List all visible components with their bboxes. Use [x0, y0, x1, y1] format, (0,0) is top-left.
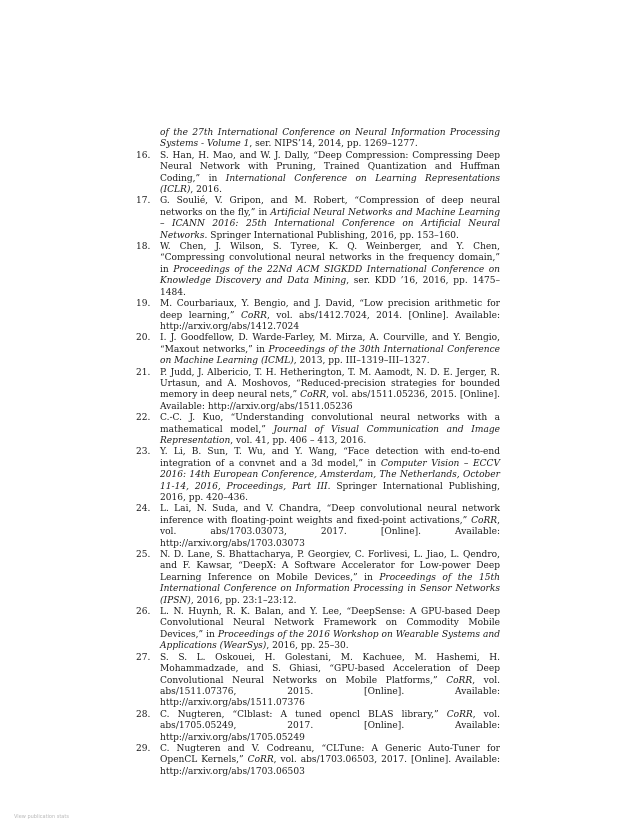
reference-number: 26. [136, 607, 151, 618]
reference-segment: , ser. NIPS’14, 2014, pp. 1269–1277. [249, 139, 418, 150]
reference-text [160, 744, 500, 778]
reference-item [136, 413, 500, 447]
reference-text [160, 607, 500, 653]
reference-text [160, 242, 500, 299]
reference-number: 28. [136, 709, 151, 720]
reference-segment: . Springer International Publishing, 2016, pp. 153–160. [204, 230, 459, 241]
reference-number: 17. [136, 196, 151, 207]
reference-number: 18. [136, 242, 151, 253]
reference-segment: C. Nugteren, “Clblast: A tuned opencl BLAS library,” [160, 709, 447, 720]
reference-list [136, 128, 500, 778]
reference-text [160, 504, 500, 550]
reference-segment: Y. Li, B. Sun, T. Wu, and Y. Wang, “Face detection with end-to-end integration of a convnet and a 3d model,” in [160, 447, 500, 469]
reference-number: 24. [136, 504, 151, 515]
reference-italic-segment: Proceedings of the 2016 Workshop on Wearable Systems and Applications (WearSys) [160, 629, 500, 652]
reference-item [136, 550, 500, 607]
reference-text [160, 196, 500, 242]
reference-italic-segment: Proceedings of the 15th International Conference on Information Processing in Sensor Networks (IPSN) [160, 572, 500, 606]
reference-segment: P. Judd, J. Albericio, T. H. Hetherington, T. M. Aamodt, N. D. E. Jerger, R. Urtasun, and A. Moshovos, “Reduced-precision strategies for bounded memory in deep neural nets,” [160, 367, 500, 401]
reference-segment: , vol. abs/1412.7024, 2014. [Online]. Available: http://arxiv.org/abs/1412.7024 [160, 310, 500, 332]
reference-segment: M. Courbariaux, Y. Bengio, and J. David, “Low precision arithmetic for deep learning,” [160, 299, 500, 321]
reference-segment: , vol. 41, pp. 406 – 413, 2016. [230, 435, 367, 446]
reference-number: 16. [136, 150, 151, 161]
reference-segment: , 2016, pp. 23:1–23:12. [190, 595, 297, 606]
reference-item [136, 242, 500, 299]
reference-item [136, 447, 500, 504]
reference-number: 29. [136, 743, 151, 754]
reference-text [160, 653, 500, 710]
reference-item [136, 744, 500, 778]
reference-segment: G. Soulié, V. Gripon, and M. Robert, “Compression of deep neural networks on the fly,” in [160, 196, 500, 218]
reference-segment: , 2016, pp. 25–30. [266, 641, 349, 652]
reference-item [136, 504, 500, 550]
reference-segment: L. Lai, N. Suda, and V. Chandra, “Deep convolutional neural network inference with floating-point weights and fixed-point activations,” [160, 504, 500, 526]
reference-italic-segment: International Conference on Learning Representations (ICLR) [160, 173, 500, 196]
reference-segment: , ser. KDD ’16, 2016, pp. 1475–1484. [160, 276, 500, 298]
footer-note[interactable]: View publication stats [14, 814, 69, 820]
reference-segment: , vol. abs/1705.05249, 2017. [Online]. Available: http://arxiv.org/abs/1705.05249 [160, 709, 500, 743]
reference-number: 19. [136, 299, 151, 310]
reference-segment: , vol. abs/1511.05236, 2015. [Online]. Available: http://arxiv.org/abs/1511.05236 [160, 390, 500, 412]
reference-segment: L. N. Huynh, R. K. Balan, and Y. Lee, “DeepSense: A GPU-based Deep Convolutional Neural Network Framework on Commodity Mobile Devices,” in [160, 607, 500, 640]
reference-segment: , vol. abs/1703.06503, 2017. [Online]. Available: http://arxiv.org/abs/1703.06503 [160, 755, 501, 777]
reference-number: 20. [136, 333, 151, 344]
reference-segment: S. Han, H. Mao, and W. J. Dally, “Deep Compression: Compressing Deep Neural Network with Pruning, Trained Quantization and Huffman Coding,” in [160, 150, 500, 184]
reference-text [160, 333, 500, 367]
reference-text [160, 128, 500, 151]
reference-italic-segment: Journal of Visual Communication and Image Representation [160, 424, 501, 446]
reference-number: 25. [136, 550, 151, 561]
reference-text [160, 368, 500, 414]
reference-segment: C. Nugteren and V. Codreanu, “CLTune: A Generic Auto-Tuner for OpenCL Kernels,” [160, 743, 500, 766]
reference-number: 23. [136, 447, 151, 458]
reference-number: 21. [136, 367, 151, 378]
reference-segment: , vol. abs/1703.03073, 2017. [Online]. Available: http://arxiv.org/abs/1703.03073 [160, 515, 500, 549]
reference-italic-segment: Proceedings of the 30th International Conference on Machine Learning (ICML) [160, 344, 500, 367]
reference-segment: , vol. abs/1511.07376, 2015. [Online]. Available: http://arxiv.org/abs/1511.07376 [160, 675, 500, 709]
reference-item [136, 653, 500, 710]
reference-number: 22. [136, 413, 151, 424]
reference-segment: W. Chen, J. Wilson, S. Tyree, K. Q. Weinberger, and Y. Chen, “Compressing convolutional neural networks in the frequency domain,” in [160, 242, 500, 275]
reference-item [136, 299, 500, 333]
reference-item [136, 128, 500, 151]
reference-italic-segment: CoRR [300, 390, 327, 401]
reference-text [160, 151, 500, 197]
reference-segment: C.-C. J. Kuo, “Understanding convolutional neural networks with a mathematical model,” [160, 413, 500, 435]
reference-text [160, 413, 500, 447]
reference-italic-segment: CoRR [247, 755, 274, 766]
reference-italic-segment: CoRR [446, 709, 473, 720]
reference-segment: N. D. Lane, S. Bhattacharya, P. Georgiev, C. Forlivesi, L. Jiao, L. Qendro, and F. Kawsar, “DeepX: A Software Accelerator for Low-power Deep Learning Inference on Mobile Devices,” in [160, 550, 500, 583]
reference-text [160, 447, 500, 504]
reference-number: 27. [136, 652, 151, 663]
reference-italic-segment: of the 27th International Conference on Neural Information Processing Systems - Volume 1 [160, 128, 500, 150]
reference-segment: I. J. Goodfellow, D. Warde-Farley, M. Mirza, A. Courville, and Y. Bengio, “Maxout networks,” in [160, 333, 500, 355]
reference-italic-segment: Computer Vision – ECCV 2016: 14th European Conference, Amsterdam, The Netherlands, October 11-14, 2016, Proceedings, Part III [160, 458, 500, 492]
reference-italic-segment: CoRR [240, 310, 267, 321]
reference-italic-segment: Proceedings of the 22Nd ACM SIGKDD International Conference on Knowledge Discovery and Data Mining [160, 264, 500, 287]
reference-italic-segment: Artificial Neural Networks and Machine Learning – ICANN 2016: 25th International Conference on Artificial Neural Networks [160, 207, 501, 241]
reference-text [160, 550, 500, 607]
reference-segment: . Springer International Publishing, 2016, pp. 420–436. [160, 481, 500, 503]
reference-item [136, 333, 500, 367]
reference-segment: , 2013, pp. III–1319–III–1327. [293, 356, 430, 367]
reference-text [160, 710, 500, 744]
reference-item [136, 607, 500, 653]
reference-segment: , 2016. [190, 185, 223, 196]
reference-italic-segment: CoRR [471, 515, 498, 526]
reference-item [136, 710, 500, 744]
reference-italic-segment: CoRR [446, 675, 473, 686]
reference-item [136, 368, 500, 414]
reference-segment: S. S. L. Oskouei, H. Golestani, M. Kachuee, M. Hashemi, H. Mohammadzade, and S. Ghiasi, “GPU-based Acceleration of Deep Convolutional Neural Networks on Mobile Platforms,” [160, 652, 500, 686]
reference-item [136, 196, 500, 242]
reference-text [160, 299, 500, 333]
reference-item [136, 151, 500, 197]
